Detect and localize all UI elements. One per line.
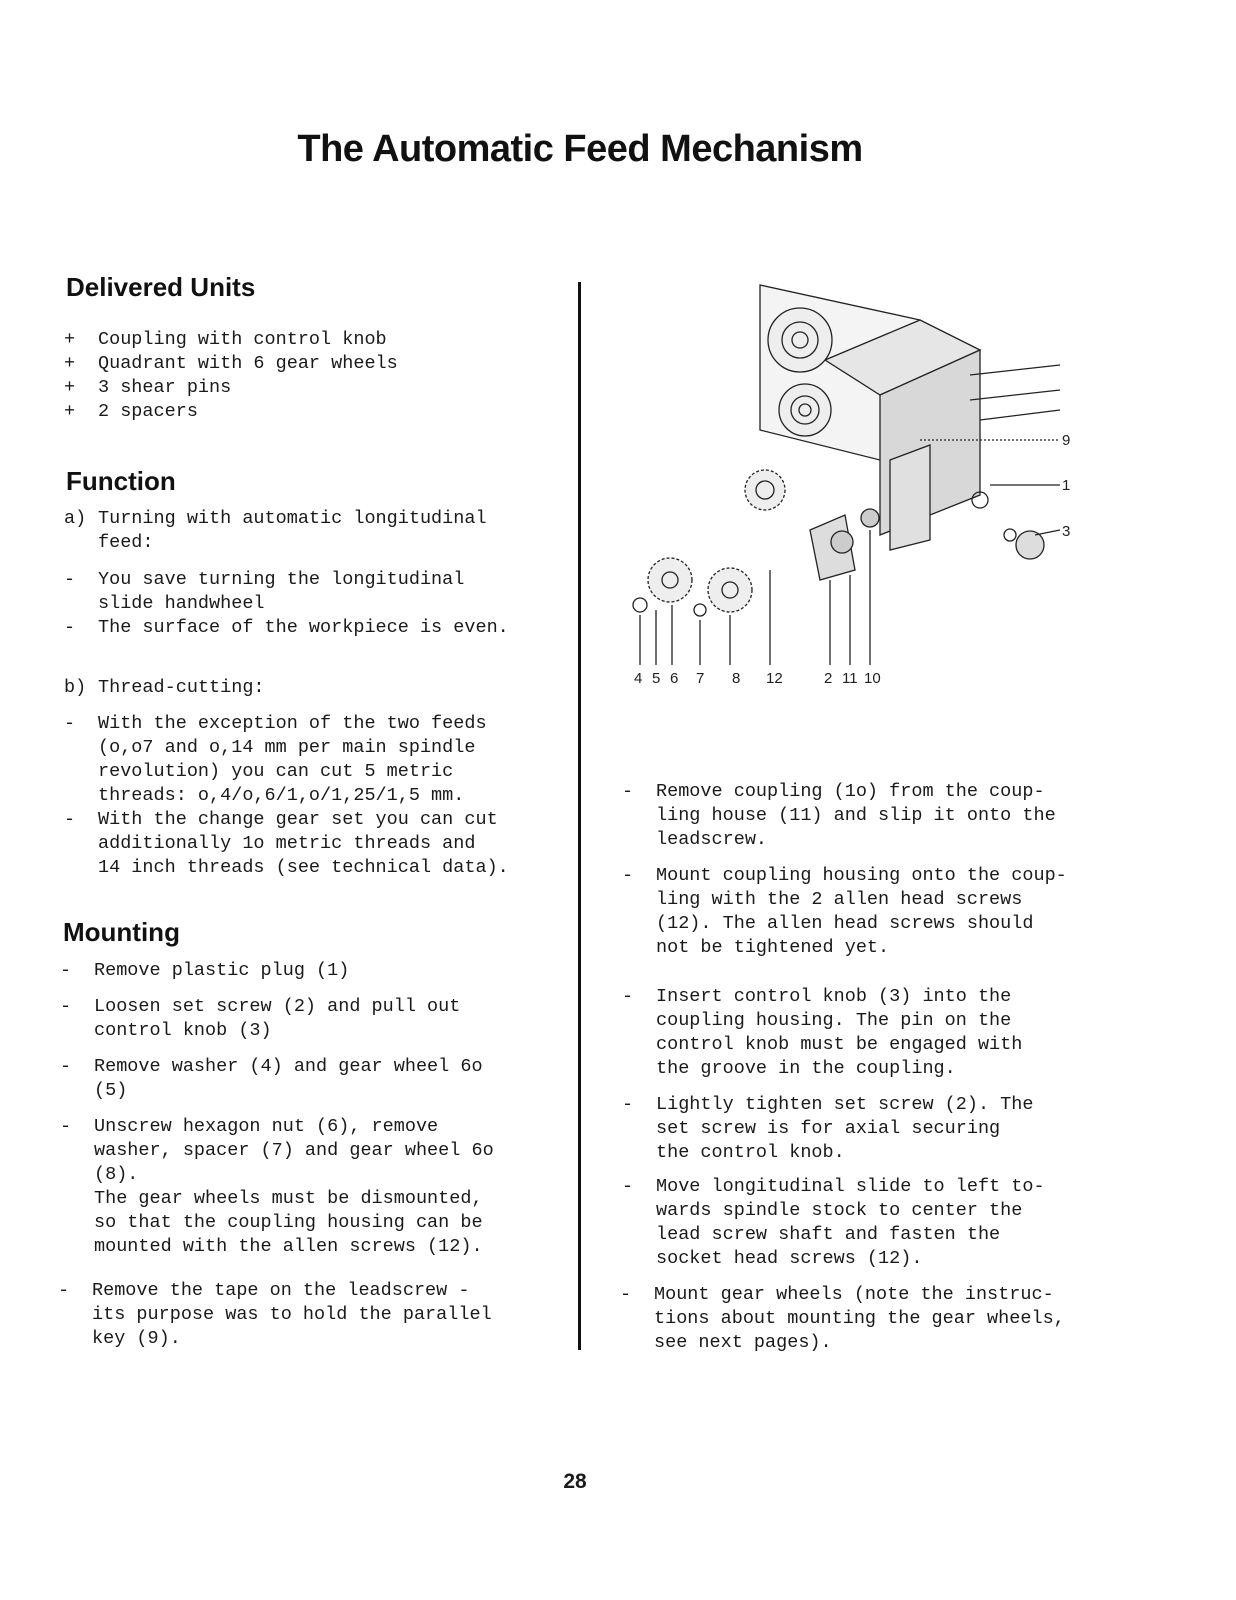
delivered-units-heading: Delivered Units — [66, 272, 256, 302]
mounting-step: - Remove the tape on the leadscrew - its purpose was to hold the parallel key (9). — [58, 1280, 492, 1349]
function-b: b) Thread-cutting: — [64, 677, 265, 698]
mounting-step: - Move longitudinal slide to left to- wards spindle stock to center the lead screw shaft and fasten the socket head screws (12). — [622, 1176, 1045, 1269]
callout-8: 8 — [732, 670, 741, 687]
mounting-heading: Mounting — [63, 917, 180, 947]
list-item: - You save turning the longitudinal slide handwheel — [64, 569, 465, 614]
list-item: - The surface of the workpiece is even. — [64, 617, 509, 638]
function-b-list — [64, 712, 509, 880]
mounting-step: - Insert control knob (3) into the coupling housing. The pin on the control knob must be engaged with the groove in the coupling. — [622, 986, 1023, 1079]
callout-11: 11 — [842, 670, 858, 687]
list-item: + 2 spacers — [64, 401, 198, 422]
mounting-step: - Lightly tighten set screw (2). The set screw is for axial securing the control knob. — [622, 1094, 1034, 1163]
list-item: + Quadrant with 6 gear wheels — [64, 353, 398, 374]
function-heading: Function — [66, 466, 176, 496]
mounting-step: - Mount gear wheels (note the instruc- tions about mounting the gear wheels, see next pages). — [620, 1284, 1065, 1353]
callout-12: 12 — [766, 670, 783, 687]
page-number: 28 — [563, 1470, 587, 1493]
list-item: - With the change gear set you can cut additionally 1o metric threads and 14 inch threads (see technical data). — [64, 809, 509, 878]
function-a-list-2 — [64, 616, 509, 640]
feed-mechanism-illustration — [630, 280, 1090, 705]
mounting-step: - Loosen set screw (2) and pull out control knob (3) — [60, 996, 461, 1041]
callout-2: 2 — [824, 670, 833, 687]
page-title: The Automatic Feed Mechanism — [297, 128, 863, 170]
list-item: - With the exception of the two feeds (o,o7 and o,14 mm per main spindle revolution) you can cut 5 metric threads: o,4/o,6/1,o/1,25/1,5 mm. — [64, 713, 487, 806]
function-a-list — [64, 568, 464, 616]
column-divider — [578, 282, 581, 1350]
mounting-step: - Unscrew hexagon nut (6), remove washer, spacer (7) and gear wheel 6o (8). The gear wheels must be dismounted, so that the coupling housing can be mounted with the allen screws (12). — [60, 1116, 494, 1257]
callout-4: 4 — [634, 670, 643, 687]
mounting-step: - Remove coupling (1o) from the coup- ling house (11) and slip it onto the leadscrew. — [622, 781, 1056, 850]
mounting-step: - Mount coupling housing onto the coup- ling with the 2 allen head screws (12). The allen head screws should not be tightened yet. — [622, 865, 1067, 958]
callout-1: 1 — [1062, 477, 1071, 494]
callout-5: 5 — [652, 670, 661, 687]
callout-6: 6 — [670, 670, 679, 687]
function-a: a) Turning with automatic longitudinal feed: — [64, 508, 487, 553]
list-item: + 3 shear pins — [64, 377, 232, 398]
callout-3: 3 — [1062, 523, 1071, 540]
callout-7: 7 — [696, 670, 705, 687]
delivered-units-list — [64, 328, 398, 424]
callout-10: 10 — [864, 670, 881, 687]
mounting-step: - Remove plastic plug (1) — [60, 960, 350, 981]
exploded-view-drawing — [630, 280, 1090, 700]
callout-9: 9 — [1062, 432, 1071, 449]
mounting-step: - Remove washer (4) and gear wheel 6o (5) — [60, 1056, 483, 1101]
list-item: + Coupling with control knob — [64, 329, 387, 350]
